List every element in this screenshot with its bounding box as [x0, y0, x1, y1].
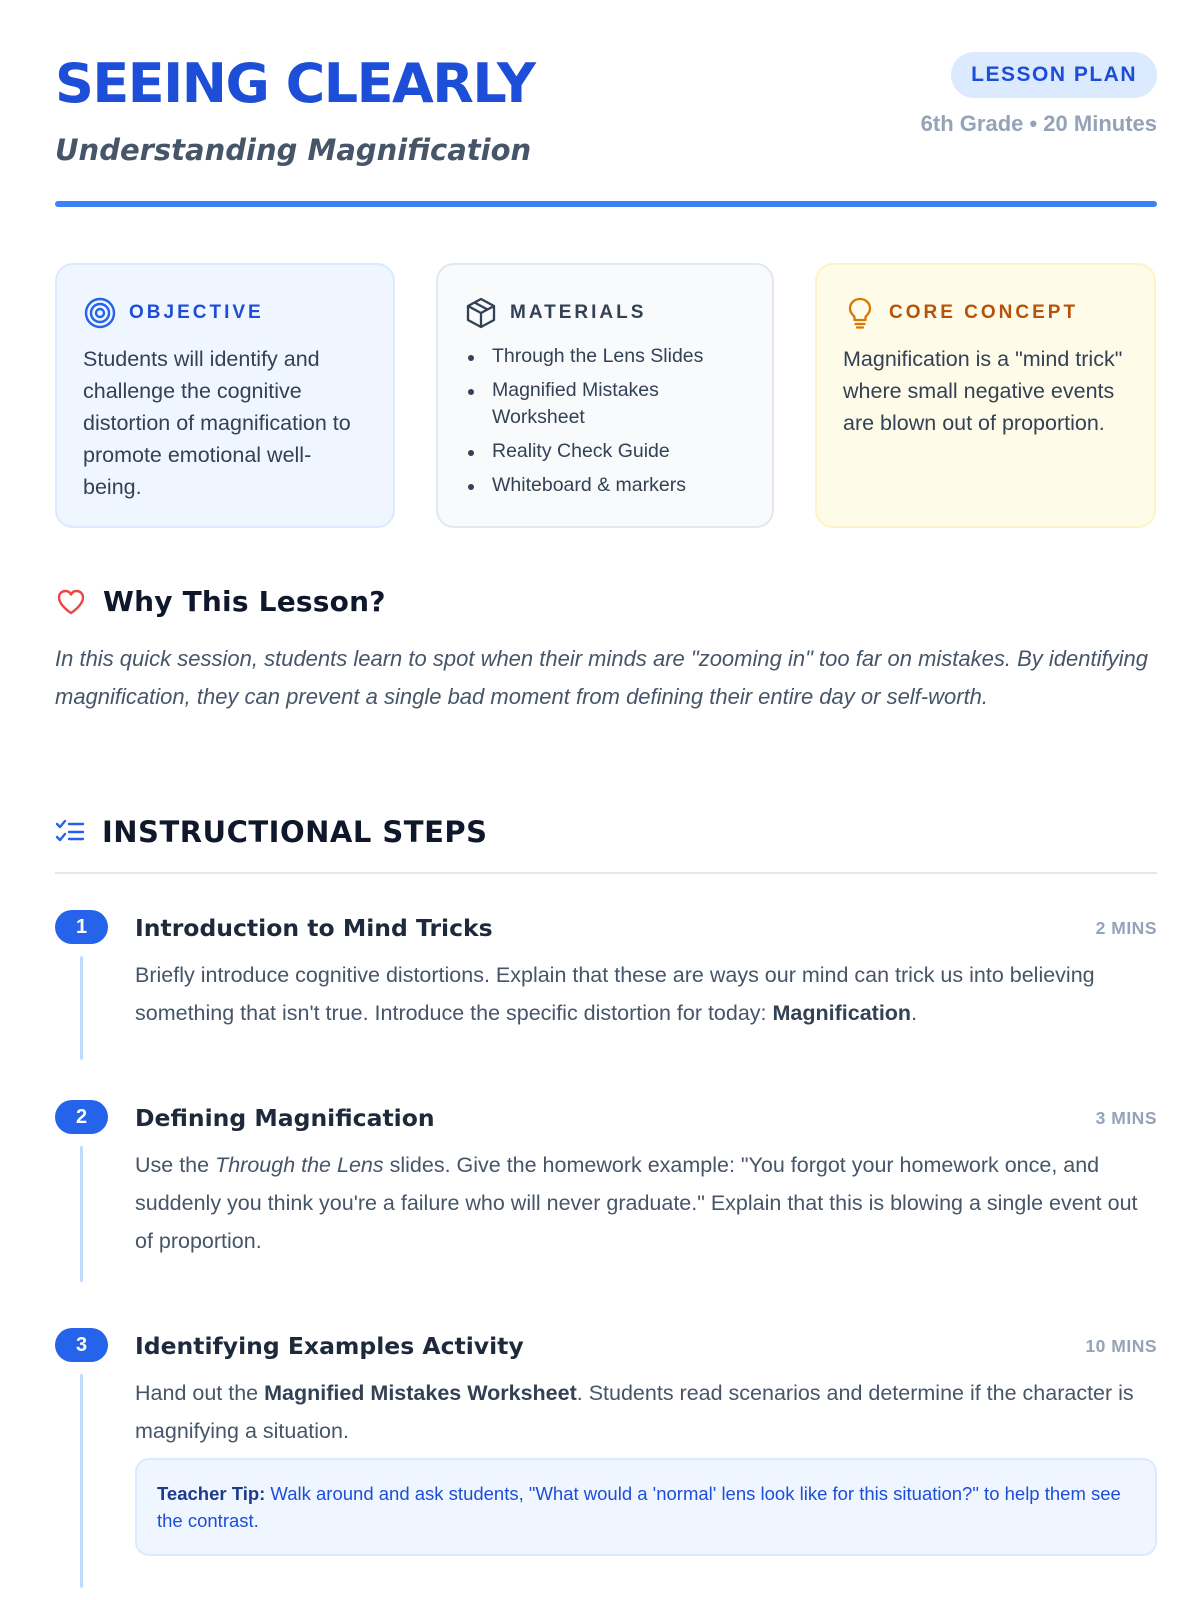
lightbulb-icon — [843, 296, 877, 330]
step-text: . — [911, 1001, 918, 1025]
step-2 — [55, 1100, 1157, 1290]
page-subtitle: Understanding Magnification — [55, 133, 532, 167]
objective-title: OBJECTIVE — [129, 302, 264, 323]
materials-card-header — [464, 295, 746, 331]
core-concept-card-header — [843, 295, 1128, 331]
step-duration: 2 MINS — [1095, 918, 1157, 938]
step-number-badge: 3 — [55, 1328, 108, 1362]
materials-item: Magnified Mistakes Worksheet — [464, 377, 746, 431]
materials-item: Whiteboard & markers — [464, 472, 746, 499]
page-title: SEEING CLEARLY — [55, 52, 535, 115]
step-title: Defining Magnification — [135, 1104, 435, 1132]
step-text: slides. Give the homework example: "You forgot your homework once, and suddenly you think you're a failure who will never graduate." Explain that this is blowing a single event out of proportion. — [135, 1153, 1138, 1253]
step-description — [135, 1374, 1157, 1450]
step-text: Briefly introduce cognitive distortions. Explain that these are ways our mind can trick us into believing something that isn't true. Introduce the specific distortion for today: — [135, 963, 1095, 1025]
objective-card-header — [83, 295, 367, 331]
step-text-emphasis: Through the Lens — [215, 1153, 384, 1177]
step-number-badge: 1 — [55, 910, 108, 944]
step-description — [135, 1146, 1157, 1260]
step-duration: 10 MINS — [1085, 1336, 1157, 1356]
objective-card — [55, 263, 395, 528]
teacher-tip-text: Walk around and ask students, "What would a 'normal' lens look like for this situation?" to help them see the contrast. — [157, 1483, 1121, 1531]
step-title: Identifying Examples Activity — [135, 1332, 524, 1360]
step-1 — [55, 910, 1157, 1060]
objective-text: Students will identify and challenge the cognitive distortion of magnification to promote emotional well-being. — [83, 347, 351, 499]
step-text-emphasis: Magnified Mistakes Worksheet — [264, 1381, 577, 1405]
heart-icon — [55, 586, 87, 618]
why-section-header — [55, 585, 386, 618]
step-text-emphasis: Magnification — [772, 1001, 912, 1025]
steps-divider — [55, 872, 1157, 874]
core-concept-text: Magnification is a "mind trick" where small negative events are blown out of proportion. — [843, 347, 1123, 435]
step-connector — [80, 1374, 83, 1588]
lesson-plan-badge: LESSON PLAN — [951, 52, 1157, 98]
step-number-badge: 2 — [55, 1100, 108, 1134]
step-duration: 3 MINS — [1095, 1108, 1157, 1128]
step-text: . Students read scenarios and determine if the character is magnifying a situation. — [135, 1381, 1134, 1443]
teacher-tip-label: Teacher Tip: — [157, 1483, 266, 1504]
step-connector — [80, 956, 83, 1060]
why-title: Why This Lesson? — [103, 585, 386, 618]
grade-duration-meta: 6th Grade • 20 Minutes — [920, 111, 1157, 136]
step-title: Introduction to Mind Tricks — [135, 914, 493, 942]
step-description — [135, 956, 1157, 1032]
core-concept-card — [815, 263, 1156, 528]
step-3 — [55, 1328, 1157, 1588]
steps-title: INSTRUCTIONAL STEPS — [102, 815, 488, 849]
materials-item: Reality Check Guide — [464, 438, 746, 465]
step-text: Use the — [135, 1153, 216, 1177]
materials-card — [436, 263, 774, 528]
teacher-tip — [135, 1458, 1157, 1556]
materials-title: MATERIALS — [510, 302, 647, 323]
box-icon — [464, 296, 498, 330]
materials-list — [464, 343, 746, 499]
why-text: In this quick session, students learn to spot when their minds are "zooming in" too far on mistakes. By identifying magnification, they can prevent a single bad moment from defining their entire day or self-worth. — [55, 646, 1148, 709]
materials-item: Through the Lens Slides — [464, 343, 746, 370]
header-divider — [55, 201, 1157, 207]
page-header — [55, 52, 1157, 212]
steps-section-header — [55, 815, 488, 849]
target-icon — [83, 296, 117, 330]
step-connector — [80, 1146, 83, 1282]
step-text: Hand out the — [135, 1381, 265, 1405]
core-concept-title: CORE CONCEPT — [889, 302, 1079, 323]
checklist-icon — [55, 817, 85, 847]
